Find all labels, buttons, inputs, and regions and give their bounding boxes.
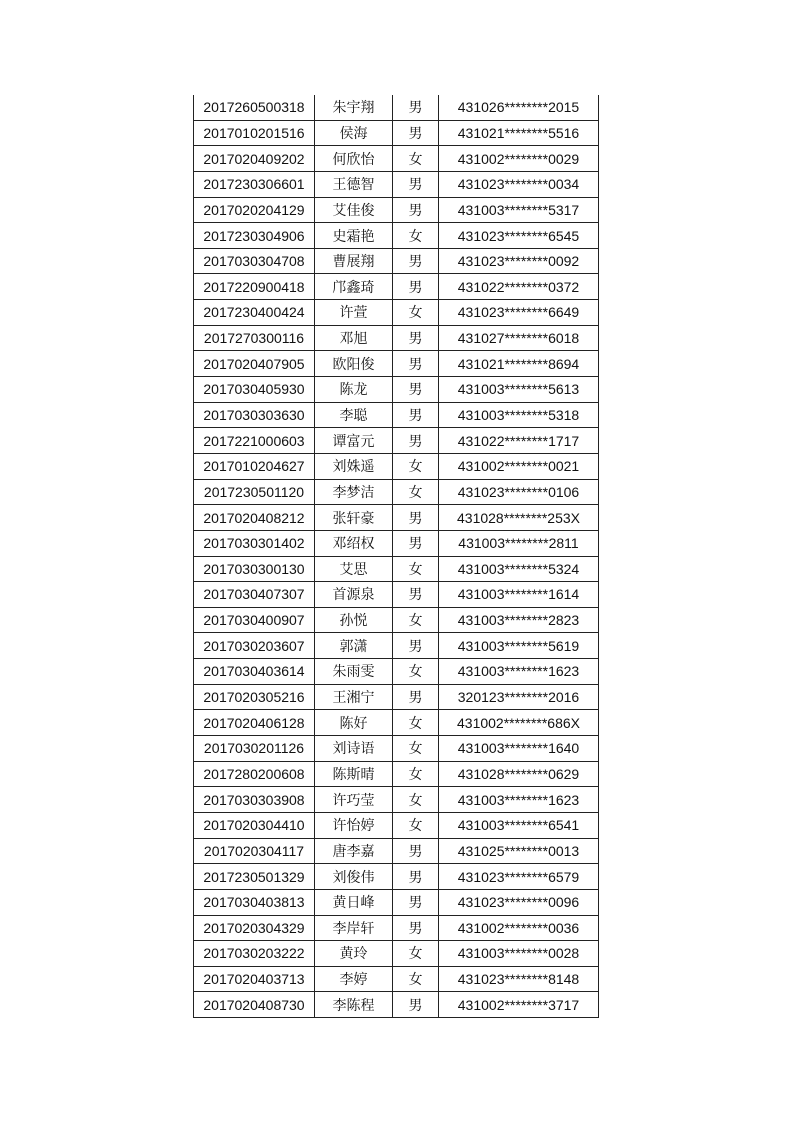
gender-cell: 男 bbox=[393, 838, 439, 864]
id-number-cell: 431023********0092 bbox=[439, 248, 599, 274]
exam-number-cell: 2017030201126 bbox=[194, 736, 315, 762]
id-number-cell: 431003********1623 bbox=[439, 787, 599, 813]
name-cell: 王湘宁 bbox=[315, 684, 393, 710]
exam-number-cell: 2017220900418 bbox=[194, 274, 315, 300]
table-row bbox=[194, 736, 599, 762]
id-number-cell: 431003********5324 bbox=[439, 556, 599, 582]
gender-cell: 男 bbox=[393, 505, 439, 531]
name-cell: 李聪 bbox=[315, 402, 393, 428]
gender-cell: 女 bbox=[393, 300, 439, 326]
table-row bbox=[194, 838, 599, 864]
gender-cell: 男 bbox=[393, 171, 439, 197]
table-row bbox=[194, 300, 599, 326]
name-cell: 刘俊伟 bbox=[315, 864, 393, 890]
exam-number-cell: 2017270300116 bbox=[194, 325, 315, 351]
gender-cell: 男 bbox=[393, 248, 439, 274]
id-number-cell: 431003********6541 bbox=[439, 812, 599, 838]
exam-number-cell: 2017030407307 bbox=[194, 582, 315, 608]
id-number-cell: 431002********0036 bbox=[439, 915, 599, 941]
table-row bbox=[194, 710, 599, 736]
id-number-cell: 431023********0096 bbox=[439, 889, 599, 915]
exam-number-cell: 2017221000603 bbox=[194, 428, 315, 454]
gender-cell: 男 bbox=[393, 633, 439, 659]
id-number-cell: 320123********2016 bbox=[439, 684, 599, 710]
gender-cell: 男 bbox=[393, 582, 439, 608]
exam-number-cell: 2017230400424 bbox=[194, 300, 315, 326]
gender-cell: 女 bbox=[393, 146, 439, 172]
exam-number-cell: 2017230501329 bbox=[194, 864, 315, 890]
gender-cell: 男 bbox=[393, 992, 439, 1018]
exam-number-cell: 2017030203607 bbox=[194, 633, 315, 659]
table-row bbox=[194, 966, 599, 992]
name-cell: 刘姝遥 bbox=[315, 453, 393, 479]
name-cell: 刘诗语 bbox=[315, 736, 393, 762]
table-row bbox=[194, 659, 599, 685]
id-number-cell: 431023********8148 bbox=[439, 966, 599, 992]
table-row bbox=[194, 120, 599, 146]
id-number-cell: 431003********5317 bbox=[439, 197, 599, 223]
exam-number-cell: 2017280200608 bbox=[194, 761, 315, 787]
exam-number-cell: 2017030403813 bbox=[194, 889, 315, 915]
gender-cell: 女 bbox=[393, 736, 439, 762]
name-cell: 曹展翔 bbox=[315, 248, 393, 274]
name-cell: 欧阳俊 bbox=[315, 351, 393, 377]
name-cell: 许怡婷 bbox=[315, 812, 393, 838]
id-number-cell: 431003********1614 bbox=[439, 582, 599, 608]
exam-number-cell: 2017020304329 bbox=[194, 915, 315, 941]
name-cell: 邓旭 bbox=[315, 325, 393, 351]
exam-number-cell: 2017020406128 bbox=[194, 710, 315, 736]
table-row bbox=[194, 325, 599, 351]
name-cell: 邝鑫琦 bbox=[315, 274, 393, 300]
exam-number-cell: 2017020204129 bbox=[194, 197, 315, 223]
name-cell: 陈斯晴 bbox=[315, 761, 393, 787]
table-row bbox=[194, 402, 599, 428]
exam-number-cell: 2017230304906 bbox=[194, 223, 315, 249]
table-row bbox=[194, 761, 599, 787]
name-cell: 孙悦 bbox=[315, 607, 393, 633]
id-number-cell: 431002********3717 bbox=[439, 992, 599, 1018]
table-row bbox=[194, 812, 599, 838]
gender-cell: 女 bbox=[393, 941, 439, 967]
exam-number-cell: 2017020409202 bbox=[194, 146, 315, 172]
gender-cell: 男 bbox=[393, 274, 439, 300]
id-number-cell: 431002********0029 bbox=[439, 146, 599, 172]
name-cell: 邓绍权 bbox=[315, 530, 393, 556]
table-row bbox=[194, 95, 599, 120]
exam-number-cell: 2017030405930 bbox=[194, 377, 315, 403]
exam-number-cell: 2017020403713 bbox=[194, 966, 315, 992]
id-number-cell: 431022********0372 bbox=[439, 274, 599, 300]
gender-cell: 男 bbox=[393, 402, 439, 428]
id-number-cell: 431027********6018 bbox=[439, 325, 599, 351]
name-cell: 朱雨雯 bbox=[315, 659, 393, 685]
name-cell: 朱宇翔 bbox=[315, 95, 393, 120]
gender-cell: 男 bbox=[393, 864, 439, 890]
table-row bbox=[194, 377, 599, 403]
exam-number-cell: 2017030303908 bbox=[194, 787, 315, 813]
name-cell: 黄日峰 bbox=[315, 889, 393, 915]
id-number-cell: 431003********2811 bbox=[439, 530, 599, 556]
table-row bbox=[194, 197, 599, 223]
gender-cell: 女 bbox=[393, 556, 439, 582]
id-number-cell: 431023********0034 bbox=[439, 171, 599, 197]
table-row bbox=[194, 864, 599, 890]
table-row bbox=[194, 787, 599, 813]
gender-cell: 女 bbox=[393, 787, 439, 813]
id-number-cell: 431022********1717 bbox=[439, 428, 599, 454]
exam-number-cell: 2017020408212 bbox=[194, 505, 315, 531]
exam-number-cell: 2017230501120 bbox=[194, 479, 315, 505]
name-cell: 艾思 bbox=[315, 556, 393, 582]
table-row bbox=[194, 274, 599, 300]
id-number-cell: 431003********1623 bbox=[439, 659, 599, 685]
table-row bbox=[194, 223, 599, 249]
exam-number-cell: 2017030400907 bbox=[194, 607, 315, 633]
exam-number-cell: 2017030303630 bbox=[194, 402, 315, 428]
name-cell: 李陈程 bbox=[315, 992, 393, 1018]
student-table bbox=[193, 95, 599, 1018]
name-cell: 艾佳俊 bbox=[315, 197, 393, 223]
table-row bbox=[194, 351, 599, 377]
gender-cell: 女 bbox=[393, 710, 439, 736]
table-row bbox=[194, 428, 599, 454]
name-cell: 许萱 bbox=[315, 300, 393, 326]
exam-number-cell: 2017020408730 bbox=[194, 992, 315, 1018]
id-number-cell: 431003********5619 bbox=[439, 633, 599, 659]
table-row bbox=[194, 171, 599, 197]
exam-number-cell: 2017030304708 bbox=[194, 248, 315, 274]
exam-number-cell: 2017030403614 bbox=[194, 659, 315, 685]
table-row bbox=[194, 248, 599, 274]
id-number-cell: 431023********6579 bbox=[439, 864, 599, 890]
name-cell: 何欣怡 bbox=[315, 146, 393, 172]
id-number-cell: 431002********686X bbox=[439, 710, 599, 736]
exam-number-cell: 2017020304117 bbox=[194, 838, 315, 864]
exam-number-cell: 2017020304410 bbox=[194, 812, 315, 838]
gender-cell: 女 bbox=[393, 453, 439, 479]
id-number-cell: 431023********6649 bbox=[439, 300, 599, 326]
table-row bbox=[194, 530, 599, 556]
table-row bbox=[194, 992, 599, 1018]
name-cell: 黄玲 bbox=[315, 941, 393, 967]
table-row bbox=[194, 556, 599, 582]
exam-number-cell: 2017020305216 bbox=[194, 684, 315, 710]
name-cell: 陈龙 bbox=[315, 377, 393, 403]
id-number-cell: 431026********2015 bbox=[439, 95, 599, 120]
gender-cell: 男 bbox=[393, 684, 439, 710]
exam-number-cell: 2017260500318 bbox=[194, 95, 315, 120]
id-number-cell: 431002********0021 bbox=[439, 453, 599, 479]
name-cell: 许巧莹 bbox=[315, 787, 393, 813]
name-cell: 唐李嘉 bbox=[315, 838, 393, 864]
name-cell: 首源泉 bbox=[315, 582, 393, 608]
name-cell: 李婷 bbox=[315, 966, 393, 992]
name-cell: 郭潇 bbox=[315, 633, 393, 659]
exam-number-cell: 2017030300130 bbox=[194, 556, 315, 582]
id-number-cell: 431021********5516 bbox=[439, 120, 599, 146]
gender-cell: 女 bbox=[393, 812, 439, 838]
name-cell: 侯海 bbox=[315, 120, 393, 146]
gender-cell: 女 bbox=[393, 761, 439, 787]
name-cell: 李梦洁 bbox=[315, 479, 393, 505]
gender-cell: 男 bbox=[393, 915, 439, 941]
gender-cell: 女 bbox=[393, 607, 439, 633]
table-row bbox=[194, 915, 599, 941]
name-cell: 王德智 bbox=[315, 171, 393, 197]
table-row bbox=[194, 633, 599, 659]
gender-cell: 男 bbox=[393, 197, 439, 223]
exam-number-cell: 2017230306601 bbox=[194, 171, 315, 197]
gender-cell: 女 bbox=[393, 659, 439, 685]
name-cell: 史霜艳 bbox=[315, 223, 393, 249]
table-row bbox=[194, 505, 599, 531]
gender-cell: 女 bbox=[393, 479, 439, 505]
exam-number-cell: 2017030203222 bbox=[194, 941, 315, 967]
id-number-cell: 431021********8694 bbox=[439, 351, 599, 377]
table-row bbox=[194, 146, 599, 172]
exam-number-cell: 2017010204627 bbox=[194, 453, 315, 479]
gender-cell: 男 bbox=[393, 120, 439, 146]
id-number-cell: 431003********2823 bbox=[439, 607, 599, 633]
name-cell: 李岸轩 bbox=[315, 915, 393, 941]
name-cell: 陈好 bbox=[315, 710, 393, 736]
id-number-cell: 431028********0629 bbox=[439, 761, 599, 787]
table-row bbox=[194, 453, 599, 479]
gender-cell: 女 bbox=[393, 966, 439, 992]
table-row bbox=[194, 941, 599, 967]
table-row bbox=[194, 889, 599, 915]
id-number-cell: 431028********253X bbox=[439, 505, 599, 531]
gender-cell: 女 bbox=[393, 223, 439, 249]
gender-cell: 男 bbox=[393, 530, 439, 556]
gender-cell: 男 bbox=[393, 325, 439, 351]
gender-cell: 男 bbox=[393, 377, 439, 403]
id-number-cell: 431025********0013 bbox=[439, 838, 599, 864]
id-number-cell: 431023********0106 bbox=[439, 479, 599, 505]
id-number-cell: 431003********5613 bbox=[439, 377, 599, 403]
exam-number-cell: 2017030301402 bbox=[194, 530, 315, 556]
gender-cell: 男 bbox=[393, 428, 439, 454]
gender-cell: 男 bbox=[393, 95, 439, 120]
id-number-cell: 431023********6545 bbox=[439, 223, 599, 249]
exam-number-cell: 2017010201516 bbox=[194, 120, 315, 146]
table-row bbox=[194, 582, 599, 608]
gender-cell: 男 bbox=[393, 351, 439, 377]
id-number-cell: 431003********0028 bbox=[439, 941, 599, 967]
name-cell: 张轩豪 bbox=[315, 505, 393, 531]
name-cell: 谭富元 bbox=[315, 428, 393, 454]
id-number-cell: 431003********1640 bbox=[439, 736, 599, 762]
table-row bbox=[194, 479, 599, 505]
exam-number-cell: 2017020407905 bbox=[194, 351, 315, 377]
id-number-cell: 431003********5318 bbox=[439, 402, 599, 428]
table-row bbox=[194, 607, 599, 633]
table-row bbox=[194, 684, 599, 710]
gender-cell: 男 bbox=[393, 889, 439, 915]
